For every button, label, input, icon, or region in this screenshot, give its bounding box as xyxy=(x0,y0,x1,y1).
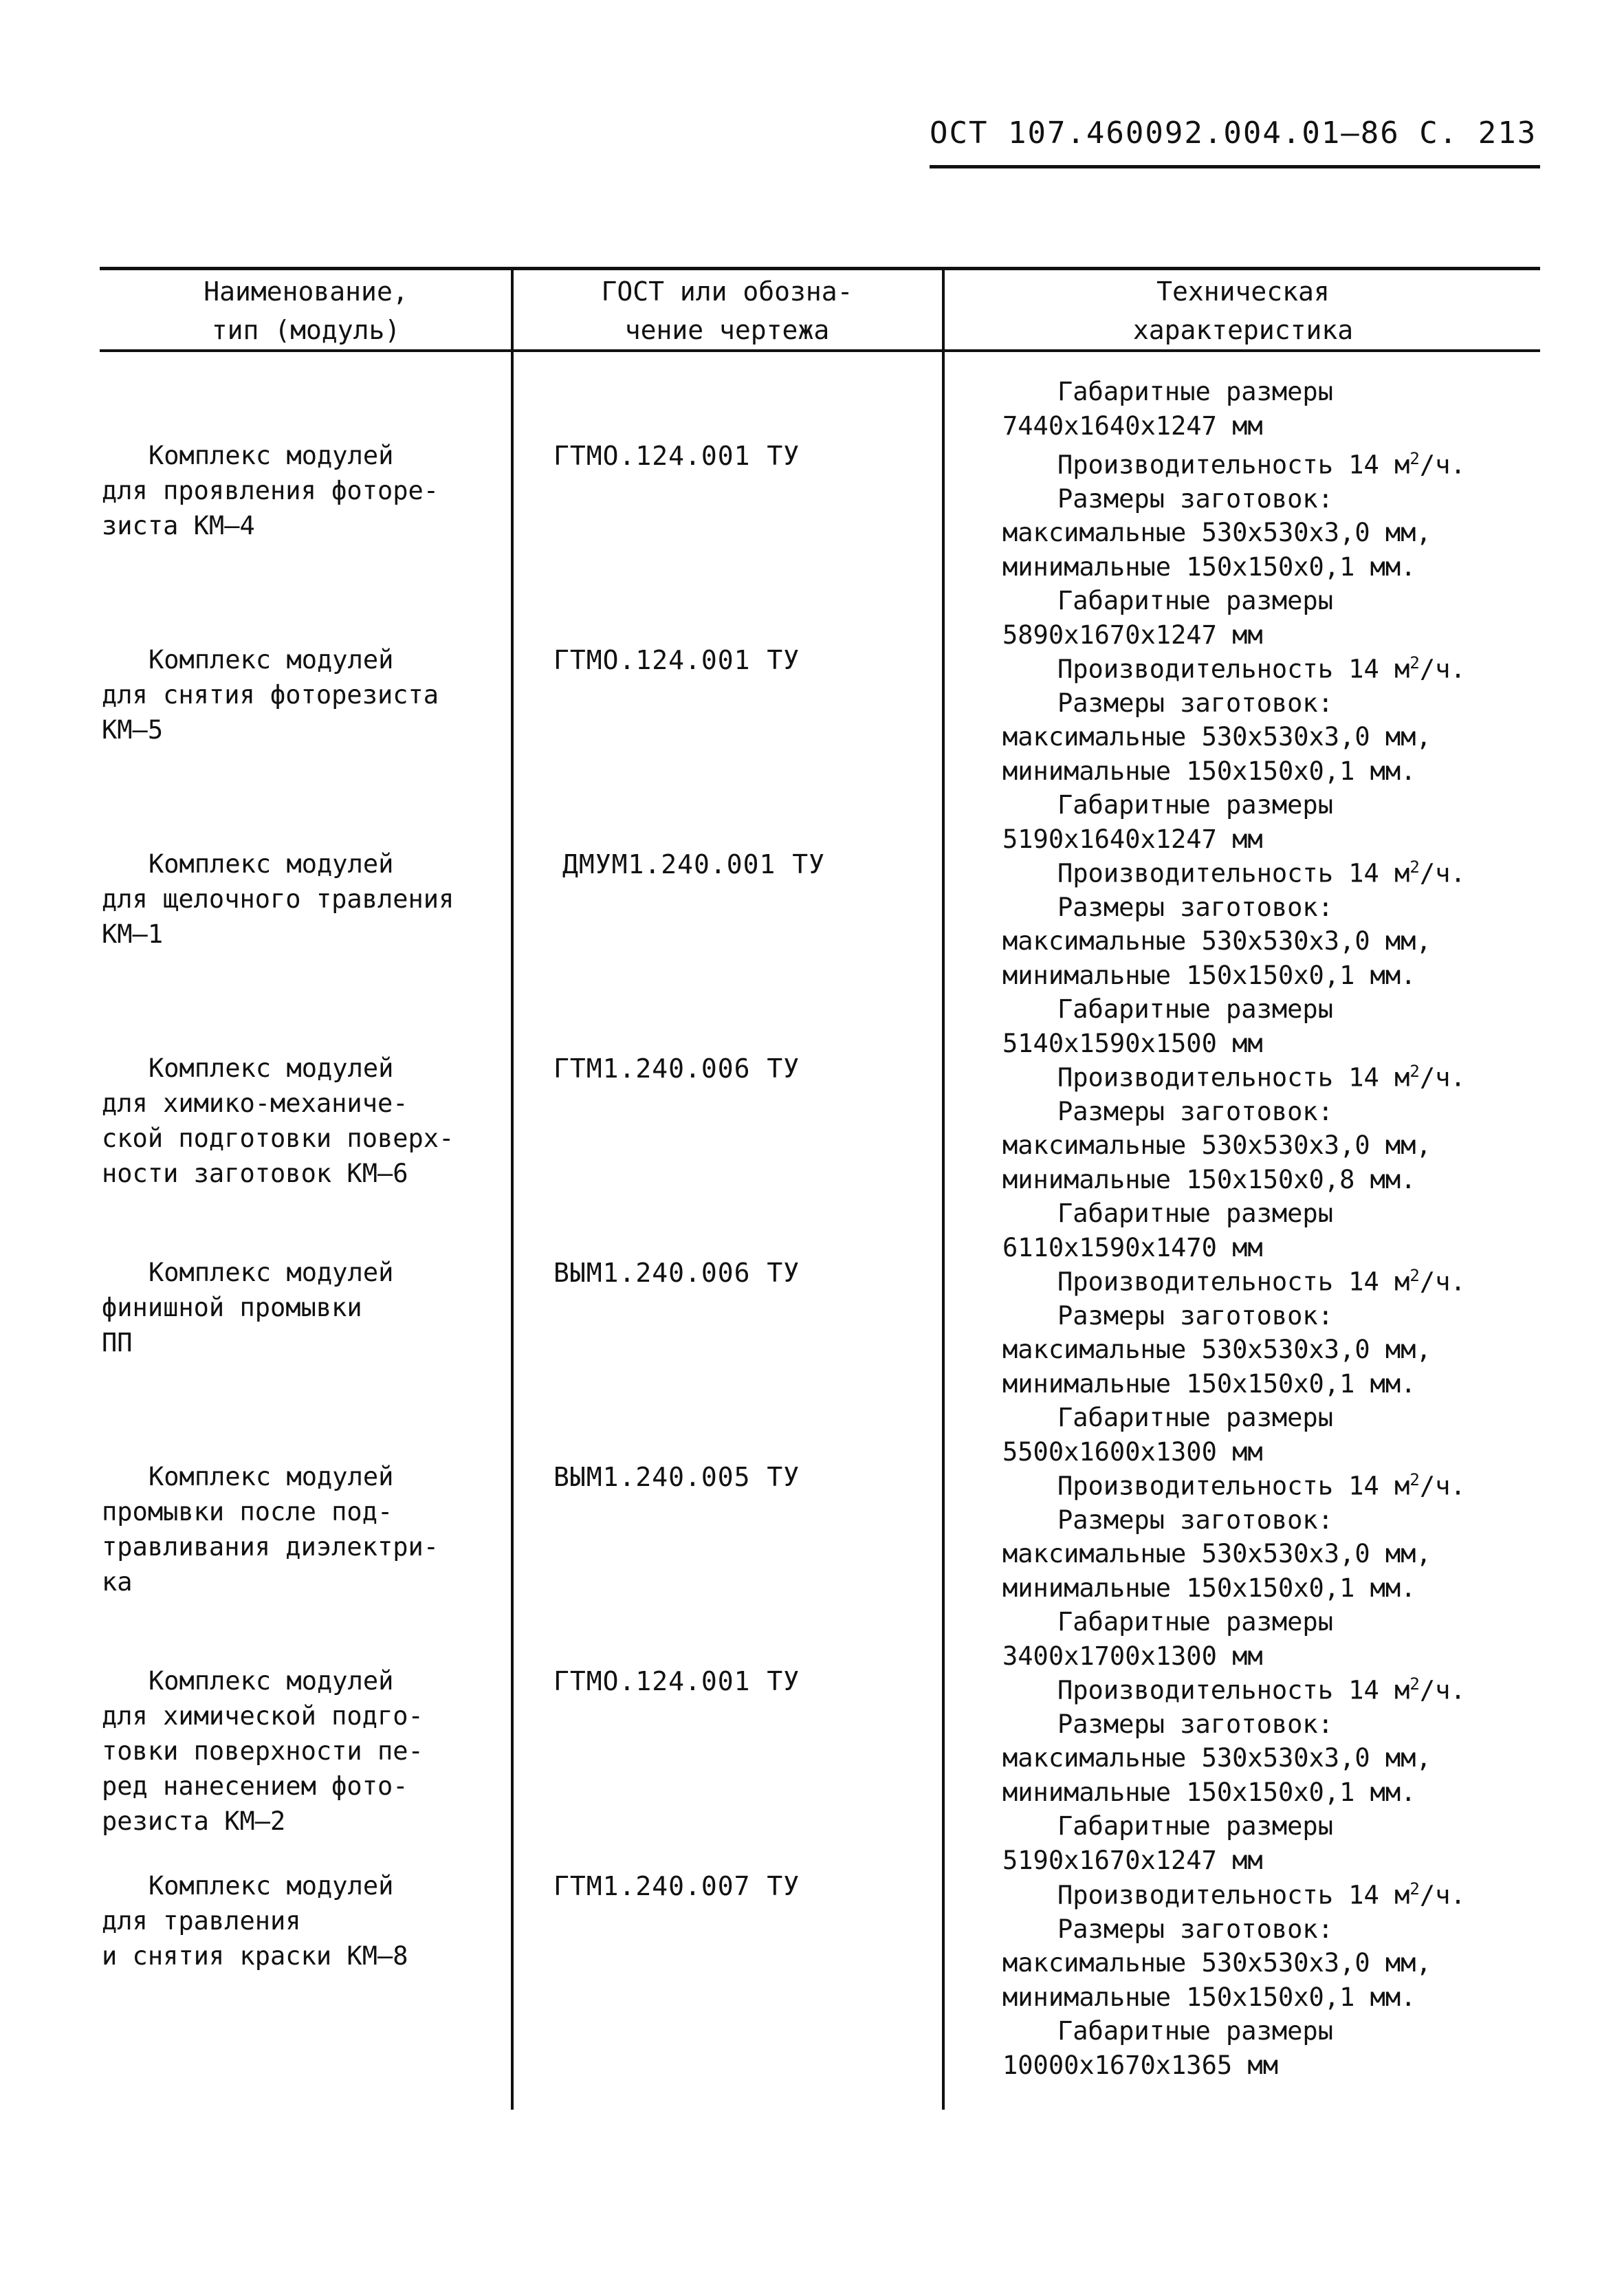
column-header-spec xyxy=(947,272,1539,349)
blanks-min: минимальные 150x150x0,1 мм. xyxy=(1002,551,1416,582)
dims-label: Габаритные размеры xyxy=(1057,994,1333,1025)
row-6-name-line: Комплекс модулей xyxy=(149,1462,394,1491)
blanks-label: Размеры заготовок: xyxy=(1057,1505,1333,1535)
dims-label: Габаритные размеры xyxy=(1057,2016,1333,2046)
performance: Производительность 14 $м^2/ч$. xyxy=(1057,1674,1466,1705)
performance: Производительность 14 $м^2/ч$. xyxy=(1057,1062,1466,1093)
dims-value: 5190x1640x1247 мм xyxy=(1002,824,1263,854)
dims-value: 10000x1670x1365 мм xyxy=(1002,2050,1278,2080)
column-header-gost-line2: чение чертежа xyxy=(624,315,830,345)
blanks-max: максимальные 530x530x3,0 мм, xyxy=(1002,1948,1431,1978)
row-6-code: ВЫМ1.240.005 ТУ xyxy=(553,1462,800,1492)
row-2-name-line: КМ–5 xyxy=(102,715,164,745)
row-3-name-line: Комплекс модулей xyxy=(149,849,394,879)
blanks-min: минимальные 150x150x0,1 мм. xyxy=(1002,1573,1416,1603)
row-7-name-line: товки поверхности пе- xyxy=(102,1736,424,1766)
row-1-spec xyxy=(1002,442,1539,652)
row-7-name-line: Комплекс модулей xyxy=(149,1666,394,1696)
superscript-2: 2 xyxy=(1409,653,1420,673)
dims-value: 6110x1590x1470 мм xyxy=(1002,1232,1263,1262)
performance: Производительность 14 $м^2/ч$. xyxy=(1057,857,1466,888)
table-top-rule xyxy=(100,267,1540,270)
document-reference: ОСТ 107.460092.004.01–86 С. 213 xyxy=(930,116,1537,151)
blanks-label: Размеры заготовок: xyxy=(1057,1914,1333,1944)
row-8-spec xyxy=(1002,1872,1539,2082)
blanks-label: Размеры заготовок: xyxy=(1057,1300,1333,1331)
blanks-min: минимальные 150x150x0,8 мм. xyxy=(1002,1164,1416,1194)
superscript-2: 2 xyxy=(1409,1879,1420,1899)
superscript-2: 2 xyxy=(1409,1062,1420,1081)
row-6-name-line: ка xyxy=(102,1567,133,1597)
row-2-spec xyxy=(1002,646,1539,856)
row-6-name xyxy=(102,1459,487,1599)
dims-label: Габаритные размеры xyxy=(1057,586,1333,616)
performance: Производительность 14 $м^2/ч$. xyxy=(1057,1266,1466,1297)
row-1-name-line: для проявления фоторе- xyxy=(102,476,439,505)
row-5-spec xyxy=(1002,1259,1539,1469)
superscript-2: 2 xyxy=(1409,1266,1420,1285)
row-1-name-line: зиста КМ–4 xyxy=(102,511,255,540)
row-7-spec xyxy=(1002,1668,1539,1877)
blanks-label: Размеры заготовок: xyxy=(1057,892,1333,922)
blanks-label: Размеры заготовок: xyxy=(1057,688,1333,718)
row-7-name-line: ред нанесением фото- xyxy=(102,1771,408,1801)
column-header-name-line1: Наименование, xyxy=(204,276,408,307)
row-8-name-line: и снятия краски КМ–8 xyxy=(102,1941,408,1971)
blanks-max: максимальные 530x530x3,0 мм, xyxy=(1002,1335,1431,1365)
dims-value: 7440x1640x1247 мм xyxy=(1002,411,1263,441)
dims-value: 3400x1700x1300 мм xyxy=(1002,1641,1263,1671)
dims-label: Габаритные размеры xyxy=(1057,1607,1333,1637)
column-divider-2 xyxy=(942,267,945,2110)
dims-value: 5500x1600x1300 мм xyxy=(1002,1436,1263,1467)
row-8-name-line: для травления xyxy=(102,1906,301,1936)
superscript-2: 2 xyxy=(1409,449,1420,468)
column-header-spec-line2: характеристика xyxy=(1132,315,1354,345)
table-header-rule xyxy=(100,349,1540,352)
dims-label: Габаритные размеры xyxy=(1057,1811,1333,1841)
row-4-name-line: Комплекс модулей xyxy=(149,1053,394,1083)
blanks-max: максимальные 530x530x3,0 мм, xyxy=(1002,926,1431,956)
row-5-name-line: ПП xyxy=(102,1328,133,1357)
blanks-max: максимальные 530x530x3,0 мм, xyxy=(1002,1130,1431,1161)
blanks-label: Размеры заготовок: xyxy=(1057,1709,1333,1739)
performance: Производительность 14 $м^2/ч$. xyxy=(1057,1879,1466,1910)
dims-value: 5190x1670x1247 мм xyxy=(1002,1845,1263,1875)
row-1-name-line: Комплекс модулей xyxy=(149,441,394,470)
spec-initial-dims xyxy=(1002,375,1539,443)
dims-label: Габаритные размеры xyxy=(1057,790,1333,820)
row-3-code: ДМУМ1.240.001 ТУ xyxy=(562,849,826,879)
row-2-name xyxy=(102,642,487,747)
row-8-code: ГТМ1.240.007 ТУ xyxy=(553,1871,800,1901)
row-7-name-line: для химической подго- xyxy=(102,1701,424,1731)
performance: Производительность 14 $м^2/ч$. xyxy=(1057,653,1466,684)
column-header-gost xyxy=(516,272,939,349)
row-5-name xyxy=(102,1255,487,1360)
row-8-name-line: Комплекс модулей xyxy=(149,1871,394,1901)
blanks-max: максимальные 530x530x3,0 мм, xyxy=(1002,518,1431,548)
blanks-label: Размеры заготовок: xyxy=(1057,483,1333,514)
row-2-name-line: Комплекс модулей xyxy=(149,645,394,675)
blanks-min: минимальные 150x150x0,1 мм. xyxy=(1002,1777,1416,1807)
blanks-max: максимальные 530x530x3,0 мм, xyxy=(1002,722,1431,752)
column-header-gost-line1: ГОСТ или обозна- xyxy=(601,276,853,307)
row-7-name xyxy=(102,1663,487,1839)
row-5-name-line: Комплекс модулей xyxy=(149,1258,394,1287)
row-5-name-line: финишной промывки xyxy=(102,1293,362,1322)
header-rule xyxy=(930,165,1540,168)
dims-value: 5890x1670x1247 мм xyxy=(1002,620,1263,650)
row-4-code: ГТМ1.240.006 ТУ xyxy=(553,1053,800,1084)
row-3-name-line: для щелочного травления xyxy=(102,884,454,914)
row-2-name-line: для снятия фоторезиста xyxy=(102,680,439,710)
row-8-name xyxy=(102,1868,487,1974)
row-6-name-line: промывки после под- xyxy=(102,1497,393,1527)
row-4-name-line: ской подготовки поверх- xyxy=(102,1124,454,1153)
column-divider-1 xyxy=(511,267,514,2110)
superscript-2: 2 xyxy=(1409,1674,1420,1694)
performance: Производительность 14 $м^2/ч$. xyxy=(1057,1470,1466,1501)
column-header-spec-line1: Техническая xyxy=(1156,276,1330,307)
row-6-spec xyxy=(1002,1463,1539,1673)
superscript-2: 2 xyxy=(1409,1470,1420,1489)
row-3-name xyxy=(102,846,487,952)
row-7-code: ГТМО.124.001 ТУ xyxy=(553,1666,800,1696)
performance: Производительность 14 $м^2/ч$. xyxy=(1057,449,1466,480)
row-1-code: ГТМО.124.001 ТУ xyxy=(553,441,800,471)
row-5-code: ВЫМ1.240.006 ТУ xyxy=(553,1258,800,1288)
row-4-name-line: ности заготовок КМ–6 xyxy=(102,1159,408,1188)
row-3-name-line: КМ–1 xyxy=(102,919,164,949)
blanks-min: минимальные 150x150x0,1 мм. xyxy=(1002,960,1416,990)
row-7-name-line: резиста КМ–2 xyxy=(102,1806,286,1836)
column-header-name-line2: тип (модуль) xyxy=(211,315,401,345)
blanks-min: минимальные 150x150x0,1 мм. xyxy=(1002,1368,1416,1399)
blanks-label: Размеры заготовок: xyxy=(1057,1096,1333,1126)
blanks-max: максимальные 530x530x3,0 мм, xyxy=(1002,1539,1431,1569)
column-header-name xyxy=(103,272,509,349)
blanks-min: минимальные 150x150x0,1 мм. xyxy=(1002,1982,1416,2012)
row-3-spec xyxy=(1002,851,1539,1060)
row-1-name xyxy=(102,438,487,543)
row-4-name xyxy=(102,1051,487,1191)
blanks-max: максимальные 530x530x3,0 мм, xyxy=(1002,1743,1431,1773)
row-4-name-line: для химико-механиче- xyxy=(102,1089,408,1118)
dims-value: 5140x1590x1500 мм xyxy=(1002,1028,1263,1058)
blanks-min: минимальные 150x150x0,1 мм. xyxy=(1002,756,1416,786)
dims-label: Габаритные размеры xyxy=(1057,377,1333,406)
superscript-2: 2 xyxy=(1409,857,1420,877)
row-6-name-line: травливания диэлектри- xyxy=(102,1532,439,1562)
row-2-code: ГТМО.124.001 ТУ xyxy=(553,645,800,675)
dims-label: Габаритные размеры xyxy=(1057,1403,1333,1433)
row-4-spec xyxy=(1002,1055,1539,1265)
dims-label: Габаритные размеры xyxy=(1057,1199,1333,1229)
